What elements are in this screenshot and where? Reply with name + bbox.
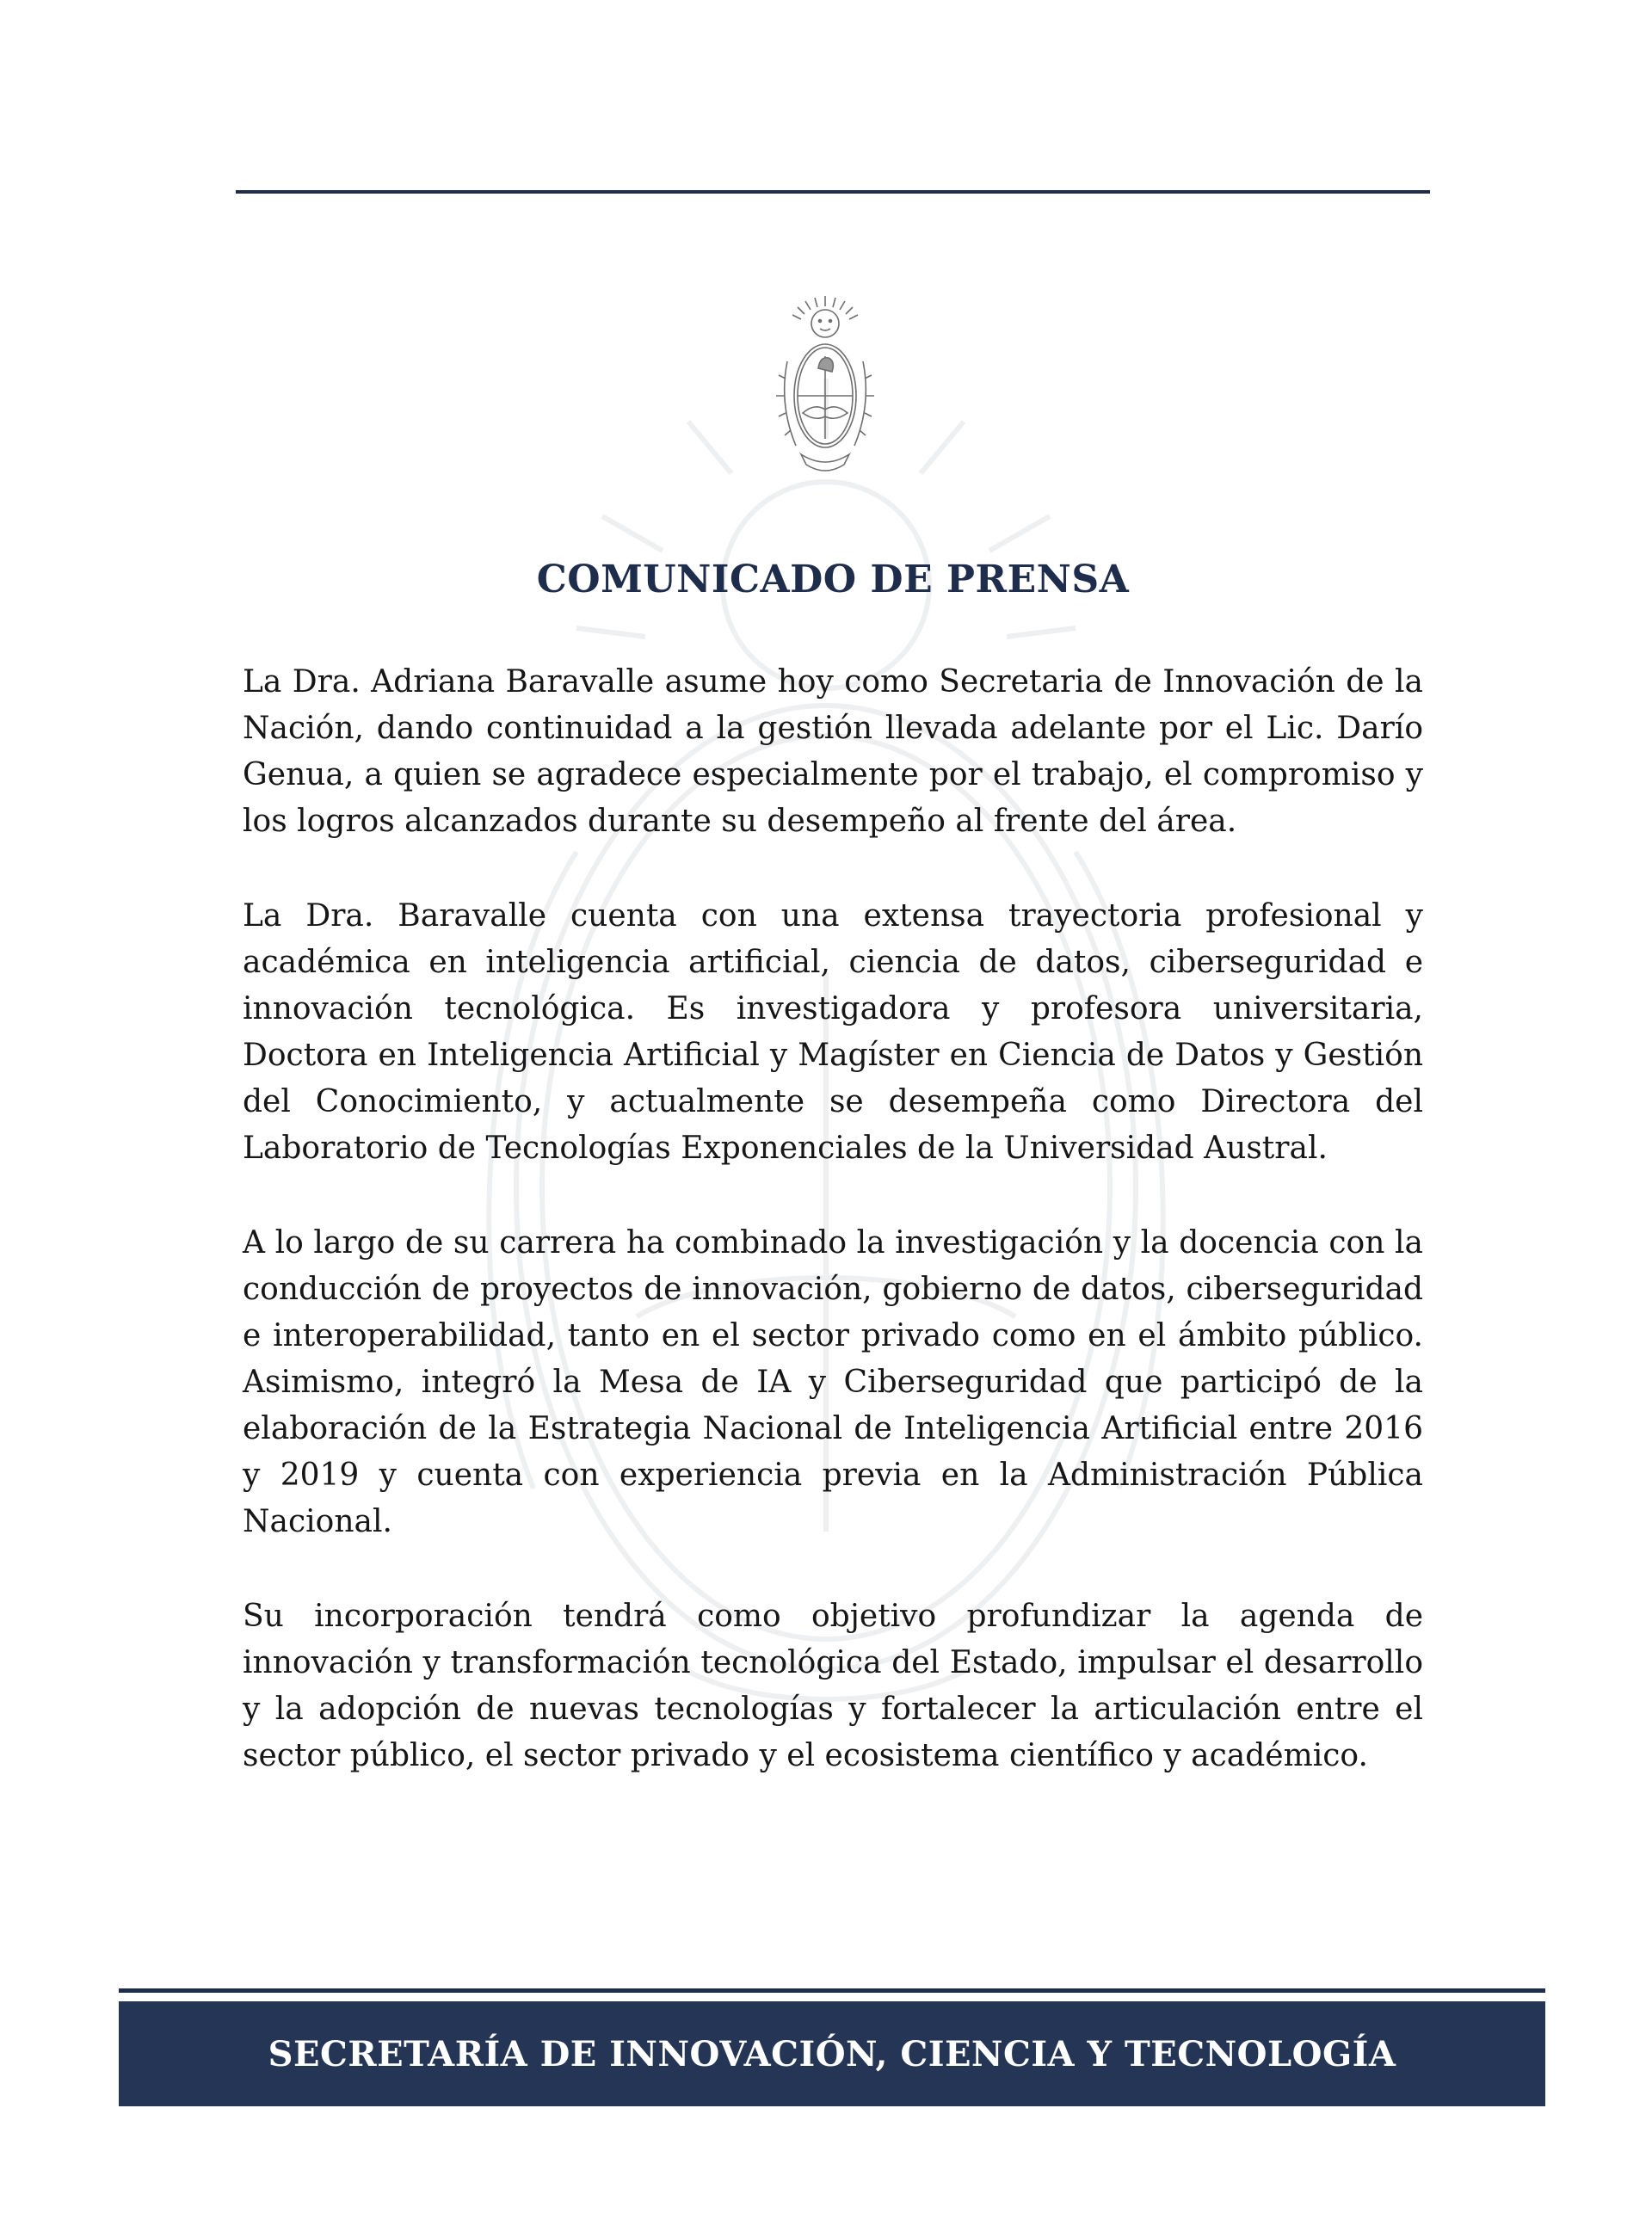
page-title: COMUNICADO DE PRENSA: [536, 558, 1130, 601]
national-coat-of-arms-icon: [767, 293, 884, 480]
paragraph-2: La Dra. Baravalle cuenta con una extensa trayectoria profesional y académica en inteligencia artificial, ciencia de datos, ciberseguridad e innovación tecnológica. Es investigadora y profesora universitaria, Doctora en Inteligencia Artificial y Magíster en Ciencia de Datos y Gestión del Conocimiento, y actualmente se desempeña como Directora del Laboratorio de Tecnologías Exponenciales de la Universidad Austral.: [243, 898, 1423, 1166]
bottom-divider: [119, 1988, 1545, 1993]
paragraph-3: A lo largo de su carrera ha combinado la investigación y la docencia con la conducción de proyectos de innovación, gobierno de datos, ciberseguridad e interoperabilidad, tanto en el sector privado como en el ámbito público. Asimismo, integró la Mesa de IA y Ciberseguridad que participó de la elaboración de la Estrategia Nacional de Inteligencia Artificial entre 2016 y 2019 y cuenta con experiencia previa en la Administración Pública Nacional.: [243, 1225, 1423, 1539]
press-release-body: [243, 659, 1423, 1828]
paragraph-4: Su incorporación tendrá como objetivo profundizar la agenda de innovación y transformación tecnológica del Estado, impulsar el desarrollo y la adopción de nuevas tecnologías y fortalecer la articulación entre el sector público, el sector privado y el ecosistema científico y académico.: [243, 1599, 1423, 1773]
paragraph-1: La Dra. Adriana Baravalle asume hoy como Secretaria de Innovación de la Nación, dando continuidad a la gestión llevada adelante por el Lic. Darío Genua, a quien se agradece especialmente por el trabajo, el compromiso y los logros alcanzados durante su desempeño al frente del área.: [243, 664, 1423, 839]
footer-banner: [119, 2001, 1545, 2106]
top-divider: [236, 190, 1430, 194]
footer-label: SECRETARÍA DE INNOVACIÓN, CIENCIA Y TECNOLOGÍA: [268, 2033, 1396, 2074]
